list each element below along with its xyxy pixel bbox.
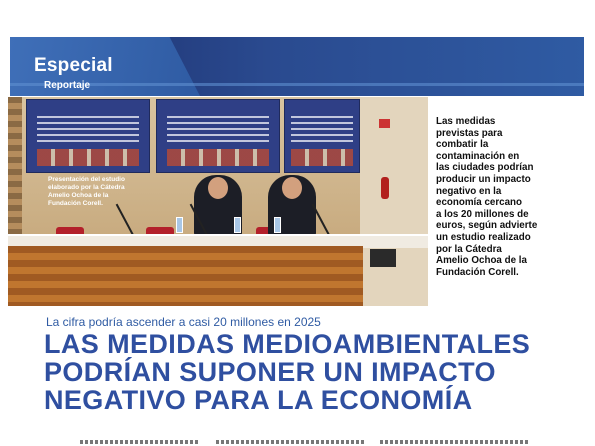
floor-equipment bbox=[370, 249, 396, 267]
article-kicker: La cifra podría ascender a casi 20 millones en 2025 bbox=[46, 315, 321, 329]
projection-screen-right bbox=[284, 99, 360, 173]
banner-stripe bbox=[10, 83, 584, 86]
projection-screen-left bbox=[26, 99, 150, 173]
table-front bbox=[8, 246, 363, 306]
article-headline: LAS MEDIDAS MEDIOAMBIENTALES PODRÍAN SUPONER UN IMPACTO NEGATIVO PARA LA ECONOMÍA bbox=[44, 329, 531, 415]
sidebar-summary: Las medidas previstas para combatir la contaminación en las ciudades podrían producir un impacto negativo en la economía cercano a los 20 millones de euros, según advierte un estudio realizado por la Cátedra Amelio Ochoa de la Fundación Corell. bbox=[436, 116, 538, 278]
section-subtitle: Reportaje bbox=[44, 80, 91, 91]
water-bottle bbox=[176, 217, 183, 233]
body-column bbox=[216, 440, 366, 444]
water-bottle bbox=[234, 217, 241, 233]
section-title: Especial bbox=[34, 55, 113, 76]
body-column bbox=[80, 440, 200, 444]
fire-extinguisher bbox=[381, 177, 389, 199]
water-bottle bbox=[274, 217, 281, 233]
speaker-right-head bbox=[282, 177, 302, 199]
exit-sign bbox=[379, 119, 390, 128]
photo-caption: Presentación del estudio elaborado por la Cátedra Amelio Ochoa de la Fundación Corell. bbox=[48, 176, 125, 207]
projection-screen-center bbox=[156, 99, 280, 173]
article-body-cut bbox=[20, 438, 580, 446]
photo-wall-right bbox=[360, 97, 428, 306]
speaker-left-head bbox=[208, 177, 228, 199]
body-column bbox=[380, 440, 530, 444]
